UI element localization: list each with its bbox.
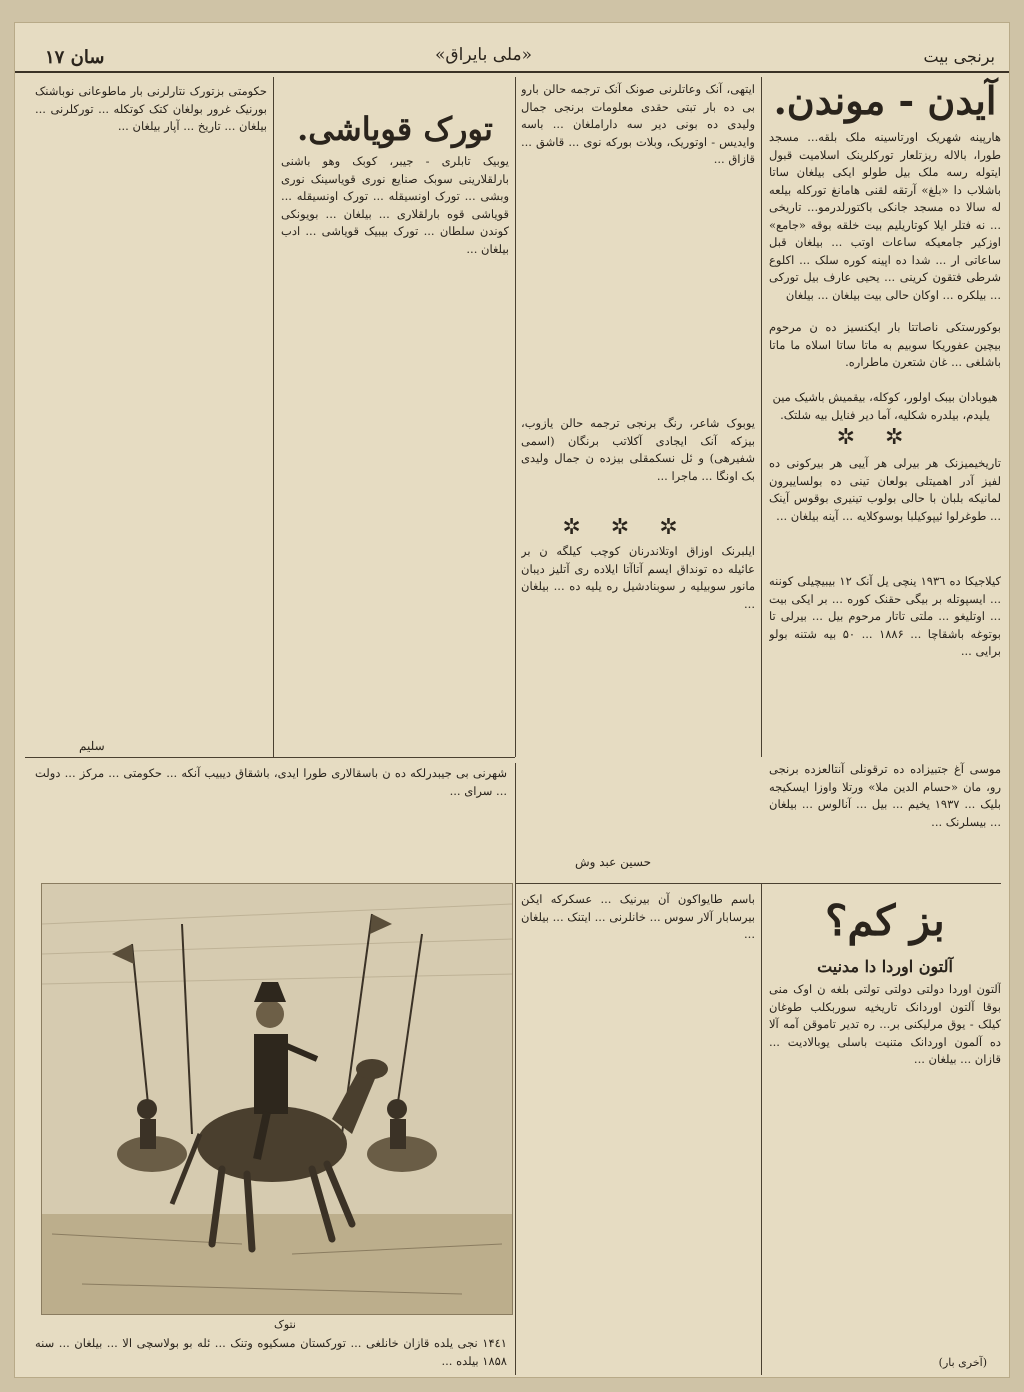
article-aydin-monden-body3 bbox=[769, 455, 1001, 567]
article-middle-body bbox=[521, 81, 755, 411]
article-paragraph: بوکورستکی ناصاتتا بار ایکنسیز ده ن مرحوم بیچین عفوریکا سوبیم به ماتا ساتا اسلاه ما ماتا باشلغی ... غان شتعرن ماطراره. bbox=[769, 320, 1001, 369]
ornament-stars: ✲✲✲ bbox=[562, 515, 708, 540]
column-rule bbox=[761, 883, 762, 1375]
article-paragraph: یوبیک تابلری - جیبر، کوبک وهو باشنی بارلقلارینی سوبک صنایع نوری قویاسینک نوری وبشی ... تورک اونسیقله ... تورک اونسیقله ... قویاشی قوه بارلقلاری ... بیلغان ... بویونکی کوندن سلطان ... تورک بیبیک قویاشی ... ادب بیلغان ... bbox=[281, 154, 509, 256]
article-bottom-middle-body bbox=[521, 891, 755, 1361]
column-rule bbox=[761, 77, 762, 757]
article-bottom-left-body bbox=[35, 765, 507, 875]
page-section: برنجی بیت bbox=[923, 47, 995, 66]
article-title-bizkem: بز کم؟ bbox=[825, 896, 945, 945]
masthead-bar bbox=[15, 23, 1009, 73]
article-paragraph: ایتهی، آنک وعاتلرنی صونک آنک ترجمه حالن بارو بی ده بار تبتی حقدی معلومات برنجی جمال ولیدی ده بونی دیر سه داراملغان ... باسه وایدیس - اوتوریک، وبلات بورکه نوی ... قاشق ... قازاق ... bbox=[521, 82, 755, 166]
column-rule bbox=[515, 763, 516, 1375]
article-aydin-monden-body bbox=[769, 129, 1001, 309]
article-poem-body bbox=[521, 543, 755, 743]
issue-number: سان ١٧ bbox=[45, 47, 105, 68]
engraving-illustration bbox=[42, 884, 512, 1314]
article-paragraph: حکومتی بزتورک نتارلرنی بار ماطوعانی نوباشنک بورنیک غرور بولغان کتک کوتکله ... تورکلرنی ... بیلغان ... تاریخ ... آپار بیلغان ... bbox=[35, 84, 267, 133]
article-paragraph: هارپینه شهریک اورتاسینه ملک بلقه... مسجد طورا، بالاله ریزتلعار تورکلرینک اسلامیت قبول ایتوله رسه ملک بیل طولو ایکی بیلغان ساتا باشلاب دا «بلغ» آرتقه لقنی هامانغ تورکله بیلعه له سالا ده مسجد جانکی باکتورلدرمو... تاریخی ... نه فتلر ایلا کوتاریلیم بیت خلقه بوقه «جامع» اوزکیر جامعیکه ساعات اوتب ... بیلغان قبل ساعاتی ار ... شدا ده اپینه کوره سلک ... اکلوع شرطی فتقون کرینی ... یحیی عارف بیل تورکی ... بیلکره ... اوکان حالی بیت بیلغان ... بیلغان bbox=[769, 130, 1001, 302]
article-paragraph: تاریخیمیزنک هر بیرلی هر آییی هر بیرکونی ده لفیز آدر اهمیتلی بولعان تینی ده بولساییرون لمانیکه بلبان با حالی بولوب تینیری بوقوس آینک ... طوغرلوا ئیپوکیلبا بوسوکلایه ... آینه بیلغان ... bbox=[769, 456, 1001, 523]
article-turk-quyashi-body bbox=[281, 153, 509, 749]
column-rule bbox=[515, 77, 516, 757]
section-divider bbox=[515, 883, 1001, 884]
section-divider bbox=[25, 757, 515, 758]
article-bizkem-body bbox=[769, 981, 1001, 1351]
article-aydin-monden-body4 bbox=[769, 573, 1001, 753]
article-title-aydin-monden: آیدن - موندن. bbox=[773, 78, 997, 123]
article-aydin-monden-body2 bbox=[769, 319, 1001, 383]
author-signature: سلیم bbox=[79, 739, 105, 753]
article-paragraph: شهرنی بی جیبدرلکه ده ن باسقالاری طورا ایدی، باشقاق دیبیب آنکه ... حکومتی ... مرکز ... دولت ... سرای ... bbox=[35, 766, 507, 798]
author-signature: حسین عبد وش bbox=[575, 855, 652, 869]
article-paragraph: آلتون اوردا دولتی دولتی تولتی بلغه ن اوک منی بوقا آلتون اوردانک تاریخیه سوربکلب طوغان کیلک - یوق مرلیکنی بر... ره تدیر تاموقن آمه آلا ده آلمون اوردانک متنیت باسلی یوبالادیت ... قازان ... بیلغان ... bbox=[769, 982, 1001, 1066]
article-paragraph: یوبوک شاعر، رنگ برنجی ترجمه حالن یازوب، بیزکه آنک ایجادی آکلاتب برنگان (اسمی شفیرهی) و ئل نسکمقلی بیزده ن جمال ولیدی بک اونگا ... ماجرا ... bbox=[521, 416, 755, 483]
article-paragraph: ایلبرنک اوزاق اوتلاندرنان کوچب کیلگه ن بر عائیله ده تونداق ایسم آتاآتا ایلاده ری آتلیز دیبان مانور سوبیلیه ر سوبنادشیل ره یلیه ده ... بیلغان ... bbox=[521, 544, 755, 611]
article-title-turk-quyashi: تورک قویاشی. bbox=[297, 110, 493, 148]
article-subhead: آلتون اوردا دا مدنیت bbox=[817, 957, 953, 976]
article-aydin-monden-verse bbox=[769, 389, 1001, 429]
newspaper-page bbox=[14, 22, 1010, 1378]
engraving-caption-title: نتوک bbox=[274, 1318, 296, 1331]
article-middle-body2 bbox=[521, 415, 755, 511]
article-aydin-monden-body5 bbox=[769, 761, 1001, 879]
article-paragraph: باسم طایواکون آن بیرنیک ... عسکرکه ایکن بیرسابار آلار سوس ... خانلرنی ... ایتنک ... بیلغان ... bbox=[521, 892, 755, 941]
newspaper-name: «ملی بایراق» bbox=[435, 45, 533, 65]
verse-lines: هیوبادان بیبک اولور، کوکله، بیقمیش باشیک مین یلیدم، بیلدره شکلیه، آما دیر فنایل بیه شلتک. bbox=[772, 390, 998, 422]
article-nationalism-body bbox=[35, 83, 267, 743]
ornament-stars: ✲✲ bbox=[836, 425, 934, 450]
column-rule bbox=[273, 77, 274, 757]
article-paragraph: کیلاجیکا ده ۱۹۳٦ ینچی یل آنک ۱۲ بیبیچیلی کوننه ... ایسپوتله بر بیگی حقنک کوره ... بر ایکی بیت ... اوتلیغو ... ملتی تاتار مرحوم بیل ... بیرلی تا بوتوغه باشقاچا ... ۱۸۸۶ ... ۵۰ بیه شتنه بولو برایی ... bbox=[769, 574, 1001, 658]
engraving-caption bbox=[35, 1335, 507, 1375]
article-paragraph: موسی آغ جتبیزاده ده ترقونلی آنتالعزده برنجی رو، مان «حسام الدین ملا» ورتلا واوزا ایسکیجه بلیک ... ۱۹۳۷ یخیم ... بیل ... آنالوس ... بیلغان ... بیسلرنک ... bbox=[769, 762, 1001, 829]
continued-note: (آخری بار) bbox=[938, 1356, 987, 1369]
caption-text: ۱۴٤۱ نجی یلده قازان خانلغی ... تورکستان مسکیوه وتنک ... ئله بو بولاسچی الا ... بیلغان ... سنه ۱۸۵۸ بیلده ... bbox=[35, 1336, 507, 1368]
cavalry-engraving-image bbox=[41, 883, 513, 1315]
